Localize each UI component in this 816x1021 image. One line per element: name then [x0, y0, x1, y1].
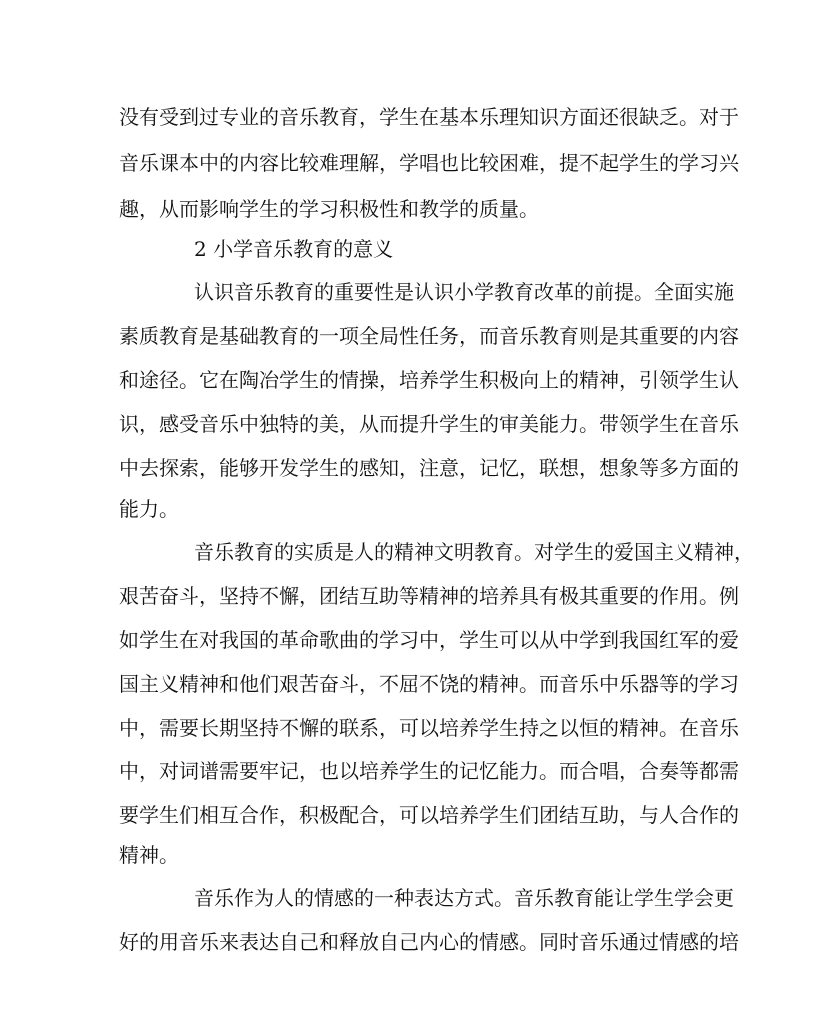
paragraph-line: 艰苦奋斗，坚持不懈，团结互助等精神的培养具有极其重要的作用。例: [119, 584, 739, 608]
paragraph-line: 精神。: [119, 843, 179, 867]
paragraph-line: 认识音乐教育的重要性是认识小学教育改革的前提。全面实施: [194, 280, 734, 304]
paragraph-line: 中去探索，能够开发学生的感知，注意，记忆，联想，想象等多方面的: [119, 456, 739, 480]
paragraph-line: 识，感受音乐中独特的美，从而提升学生的审美能力。带领学生在音乐: [119, 412, 739, 436]
paragraph-line: 如学生在对我国的革命歌曲的学习中，学生可以从中学到我国红军的爱: [119, 628, 739, 652]
paragraph-line: 趣，从而影响学生的学习积极性和教学的质量。: [119, 197, 539, 221]
paragraph-line: 国主义精神和他们艰苦奋斗，不屈不饶的精神。而音乐中乐器等的学习: [119, 672, 739, 696]
section-heading: 2 小学音乐教育的意义: [194, 237, 394, 261]
paragraph-line: 要学生们相互合作，积极配合，可以培养学生们团结互助，与人合作的: [119, 803, 739, 827]
paragraph-line: 音乐课本中的内容比较难理解，学唱也比较困难，提不起学生的学习兴: [119, 151, 739, 175]
paragraph-line: 能力。: [119, 497, 179, 521]
paragraph-line: 中，需要长期坚持不懈的联系，可以培养学生持之以恒的精神。在音乐: [119, 716, 739, 740]
paragraph-line: 和途径。它在陶冶学生的情操，培养学生积极向上的精神，引领学生认: [119, 368, 739, 392]
paragraph-line: 音乐作为人的情感的一种表达方式。音乐教育能让学生学会更: [194, 886, 734, 910]
paragraph-line: 中，对词谱需要牢记，也以培养学生的记忆能力。而合唱，合奏等都需: [119, 759, 739, 783]
paragraph-line: 素质教育是基础教育的一项全局性任务，而音乐教育则是其重要的内容: [119, 324, 739, 348]
paragraph-line: 音乐教育的实质是人的精神文明教育。对学生的爱国主义精神，: [194, 540, 754, 564]
paragraph-line: 没有受到过专业的音乐教育，学生在基本乐理知识方面还很缺乏。对于: [119, 105, 739, 129]
paragraph-line: 好的用音乐来表达自己和释放自己内心的情感。同时音乐通过情感的培: [119, 930, 739, 954]
